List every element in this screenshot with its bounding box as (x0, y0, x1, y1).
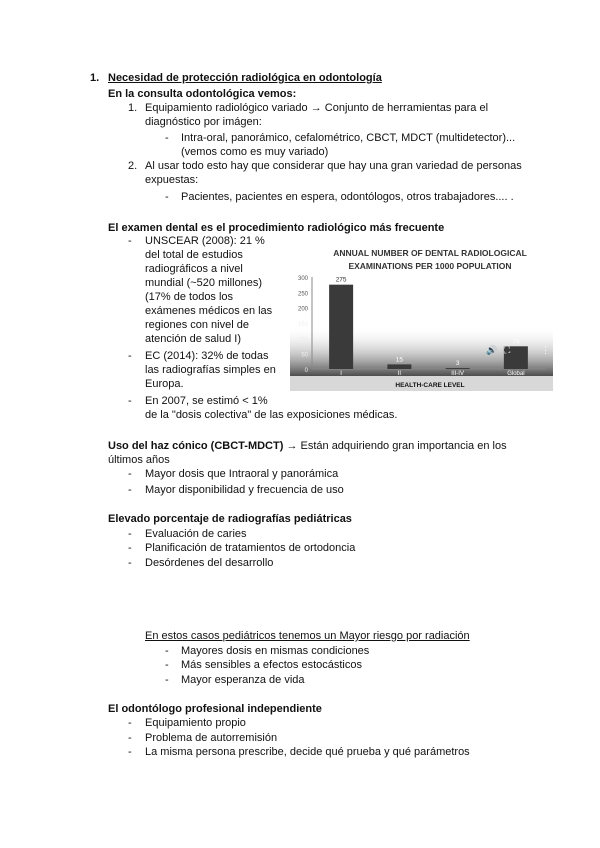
y-tick-label: 300 (297, 276, 308, 282)
dash: - (128, 235, 132, 247)
subtitle: En la consulta odontológica vemos: (108, 88, 297, 100)
y-tick-label: 100 (297, 337, 308, 344)
dental-exam-chart (290, 241, 553, 391)
data-label: 74 (512, 338, 520, 346)
sub-item: Más sensibles a efectos estocásticos (181, 659, 362, 671)
bullet-text: Planificación de tratamientos de ortodoncia (145, 542, 356, 554)
sub-item: Pacientes, pacientes en espera, odontólogos, otros trabajadores.... . (181, 191, 514, 203)
list-number: 1. (128, 102, 138, 114)
dash: - (128, 350, 132, 362)
dash: - (128, 557, 132, 569)
x-tick-label: III-IV (451, 371, 464, 377)
x-tick-label: Global (507, 371, 525, 377)
bullet-text: Desórdenes del desarrollo (145, 557, 274, 569)
bullet-text: EC (2014): 32% de todas (145, 350, 269, 362)
bar (387, 364, 411, 369)
data-label: 275 (335, 276, 347, 284)
data-label: 3 (455, 360, 460, 368)
cbct-text: → Están adquiriendo gran importancia en los (283, 440, 507, 452)
bullet-text: mundial (~520 millones) (145, 277, 263, 289)
bullet-text: del total de estudios (145, 249, 243, 261)
list-item: diagnóstico por imágen: (145, 116, 262, 128)
bar (329, 285, 353, 369)
list-item: Al usar todo esto hay que considerar que hay una gran variedad de personas (145, 160, 522, 172)
pediatric-note: En estos casos pediátricos tenemos un Mayor riesgo por radiación (145, 630, 470, 642)
bullet-text: En 2007, se estimó < 1% (145, 395, 268, 407)
cbct-text: últimos años (108, 454, 170, 466)
bullet-text: Mayor disponibilidad y frecuencia de uso (145, 484, 344, 496)
bullet-text: Equipamiento propio (145, 717, 246, 729)
heading-cbct: Uso del haz cónico (CBCT-MDCT) (108, 440, 284, 452)
heading-exam: El examen dental es el procedimiento radiológico más frecuente (108, 222, 445, 234)
more-icon[interactable]: ⋮ (541, 345, 550, 355)
bullet-text: UNSCEAR (2008): 21 % (145, 235, 265, 247)
bullet-text: radiográficos a nivel (145, 263, 243, 275)
y-tick-label: 50 (301, 352, 308, 359)
dash: - (165, 191, 169, 203)
chart-title: ANNUAL NUMBER OF DENTAL RADIOLOGICAL (333, 248, 527, 258)
bullet-text: exámenes médicos en las (145, 305, 273, 317)
sub-item: Mayor esperanza de vida (181, 674, 305, 686)
dash: - (128, 732, 132, 744)
bullet-text: Problema de autorremisión (145, 732, 278, 744)
bullet-text: La misma persona prescribe, decide qué prueba y qué parámetros (145, 746, 470, 758)
bullet-text: Evaluación de caries (145, 528, 247, 540)
dash: - (128, 717, 132, 729)
volume-icon[interactable]: 🔊 (486, 345, 498, 355)
sub-item: Mayores dosis en mismas condiciones (181, 645, 370, 657)
heading-independent: El odontólogo profesional independiente (108, 703, 322, 715)
x-tick-label: I (340, 371, 342, 377)
dash: - (128, 746, 132, 758)
bullet-text: atención de salud I) (145, 333, 242, 345)
bullet-text: (17% de todos los (145, 291, 234, 303)
bullet-text: regiones con nivel de (145, 319, 249, 331)
list-item: Equipamiento radiológico variado → Conjunto de herramientas para el (145, 102, 489, 114)
dash: - (165, 659, 169, 671)
chart-title: EXAMINATIONS PER 1000 POPULATION (348, 261, 512, 271)
bullet-text: Mayor dosis que Intraoral y panorámica (145, 468, 339, 480)
sub-item: (vemos como es muy variado) (181, 146, 329, 158)
dash: - (128, 468, 132, 480)
fullscreen-icon[interactable]: ⛶ (504, 345, 511, 355)
section-number: 1. (90, 72, 100, 84)
sub-item: Intra-oral, panorámico, cefalométrico, CBCT, MDCT (multidetector)... (181, 132, 516, 144)
dash: - (165, 674, 169, 686)
y-tick-label: 0 (304, 368, 308, 374)
bullet-text: Europa. (145, 378, 184, 390)
y-tick-label: 250 (297, 291, 308, 298)
dash: - (128, 484, 132, 496)
y-tick-label: 150 (297, 322, 308, 328)
section-title: Necesidad de protección radiológica en odontología (108, 72, 382, 84)
list-item: expuestas: (145, 174, 199, 186)
bar (446, 368, 470, 369)
list-number: 2. (128, 160, 138, 172)
dash: - (128, 542, 132, 554)
heading-pediatric: Elevado porcentaje de radiografías pediátricas (108, 513, 352, 525)
dash: - (165, 645, 169, 657)
data-label: 15 (395, 356, 403, 364)
x-tick-label: II (397, 371, 402, 377)
bullet-text: las radiografías simples en (145, 364, 276, 376)
dash: - (128, 528, 132, 540)
dash: - (165, 132, 169, 144)
dash: - (128, 395, 132, 407)
x-axis-label: HEALTH-CARE LEVEL (395, 382, 465, 389)
bullet-text: de la "dosis colectiva" de las exposiciones médicas. (145, 409, 398, 421)
y-tick-label: 200 (297, 306, 308, 313)
